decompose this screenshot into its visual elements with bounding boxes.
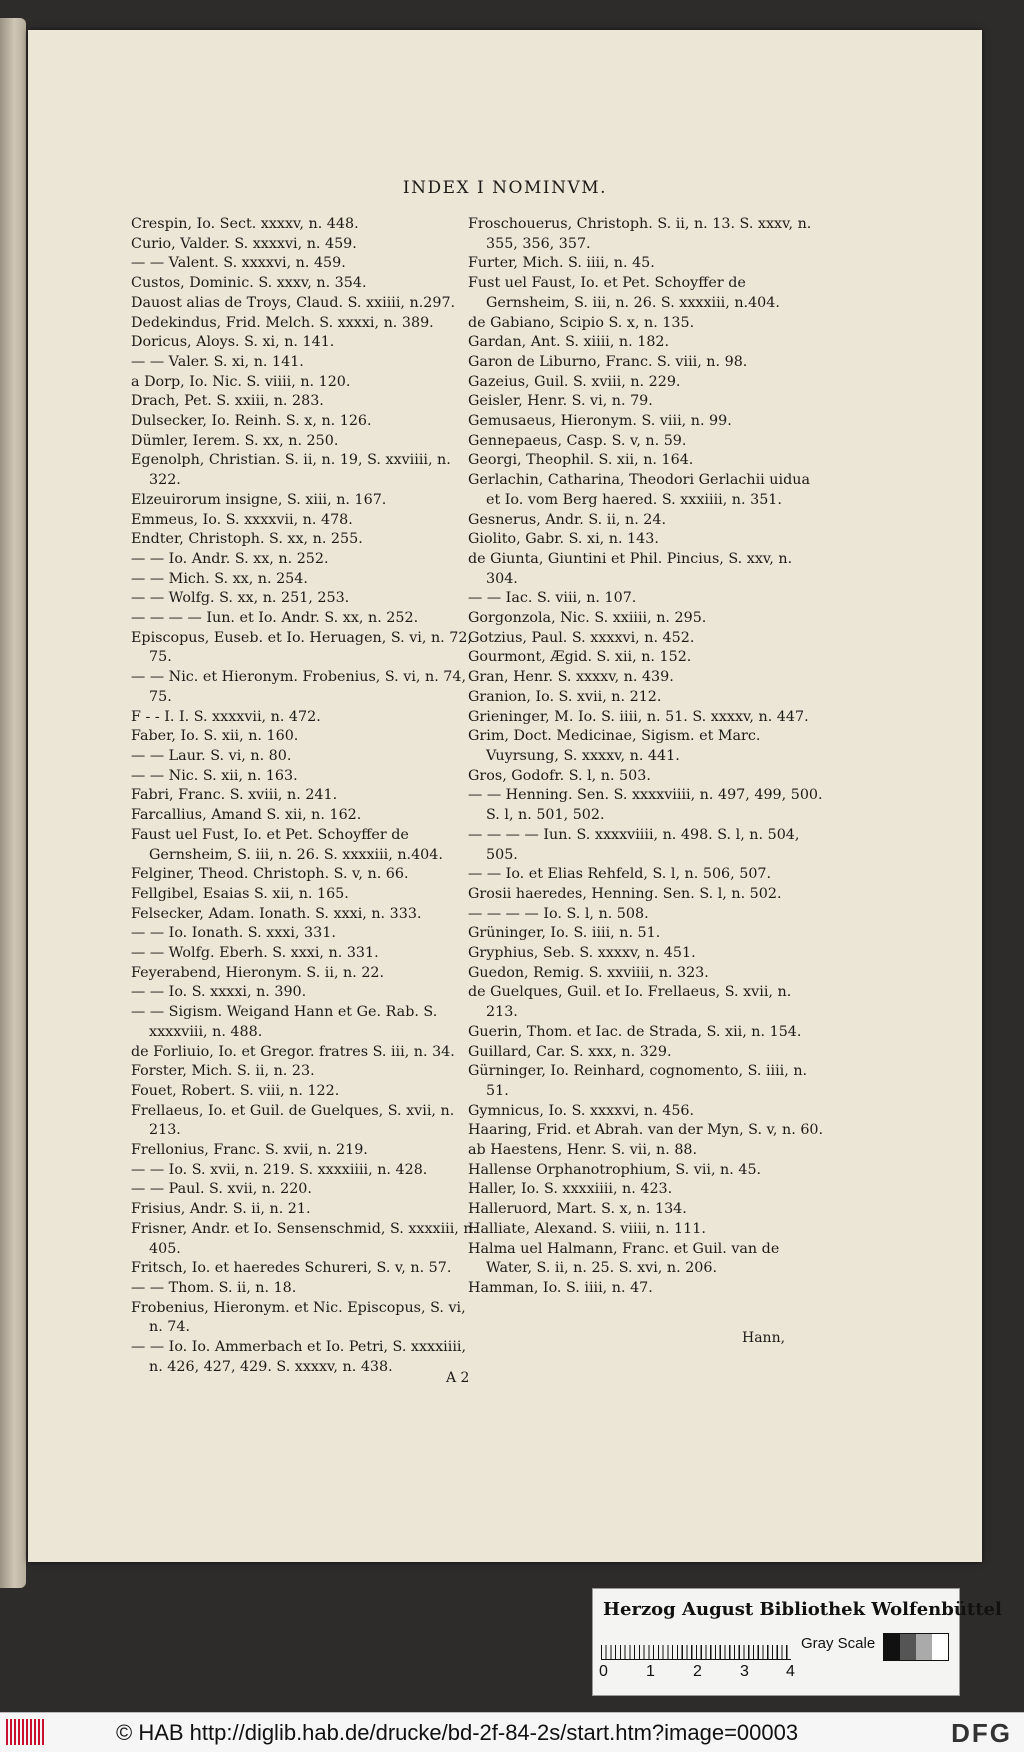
index-entry: Dulsecker, Io. Reinh. S. x, n. 126. — [131, 413, 372, 430]
index-entry: — — Io. S. xxxxi, n. 390. — [131, 984, 307, 1001]
index-entry: ab Haestens, Henr. S. vii, n. 88. — [468, 1142, 698, 1159]
index-entry: Frisner, Andr. et Io. Sensenschmid, S. xxxxiii, n. 405. — [131, 1220, 478, 1257]
index-entry: — — Paul. S. xvii, n. 220. — [131, 1181, 312, 1198]
index-entry: Faust uel Fust, Io. et Pet. Schoyffer de Gernsheim, S. iii, n. 26. S. xxxxiii, n.404. — [131, 826, 443, 863]
index-entry: — — Wolfg. S. xx, n. 251, 253. — [131, 590, 350, 607]
index-entry: F - - I. I. S. xxxxvii, n. 472. — [131, 708, 321, 725]
index-entry: Gardan, Ant. S. xiiii, n. 182. — [468, 334, 670, 351]
index-entry: Gesnerus, Andr. S. ii, n. 24. — [468, 511, 667, 528]
page-title: INDEX I NOMINVM. — [402, 178, 608, 198]
index-entry: Guillard, Car. S. xxx, n. 329. — [468, 1043, 672, 1060]
index-entry: de Giunta, Giuntini et Phil. Pincius, S. xxv, n. 304. — [468, 550, 793, 587]
index-entry: Felginer, Theod. Christoph. S. v, n. 66. — [131, 866, 409, 883]
index-entry: Gorgonzola, Nic. S. xxiiii, n. 295. — [468, 610, 707, 627]
index-entry: — — Io. Andr. S. xx, n. 252. — [131, 550, 329, 567]
library-name: Herzog August Bibliothek Wolfenbüttel — [603, 1599, 1002, 1620]
index-entry: Giolito, Gabr. S. xi, n. 143. — [468, 531, 659, 548]
index-entry: Haller, Io. S. xxxxiiii, n. 423. — [468, 1181, 673, 1198]
index-entry: de Guelques, Guil. et Io. Frellaeus, S. xvii, n. 213. — [468, 984, 792, 1021]
source-link[interactable]: © HAB http://diglib.hab.de/drucke/bd-2f-84-2s/start.htm?image=00003 — [116, 1720, 799, 1745]
index-entry: — — Valer. S. xi, n. 141. — [131, 353, 304, 370]
index-entry: Egenolph, Christian. S. ii, n. 19, S. xxviiii, n. 322. — [131, 452, 451, 489]
index-entry: Gemusaeus, Hieronym. S. viii, n. 99. — [468, 413, 732, 430]
index-entry: Guerin, Thom. et Iac. de Strada, S. xii, n. 154. — [468, 1023, 802, 1040]
facing-page-edge — [0, 18, 26, 1588]
index-entry: Farcallius, Amand S. xii, n. 162. — [131, 807, 362, 824]
index-entry: Halliate, Alexand. S. viiii, n. 111. — [468, 1220, 706, 1237]
index-entry: Grüninger, Io. S. iiii, n. 51. — [468, 925, 661, 942]
viewer-footer — [0, 1712, 1024, 1752]
index-entry: Halma uel Halmann, Franc. et Guil. van de Water, S. ii, n. 25. S. xvi, n. 206. — [468, 1240, 780, 1277]
index-entry: — — — — Io. S. l, n. 508. — [468, 905, 649, 922]
ruler-scale — [601, 1631, 791, 1660]
index-entry: de Gabiano, Scipio S. x, n. 135. — [468, 314, 695, 331]
index-entry: Furter, Mich. S. iiii, n. 45. — [468, 255, 655, 272]
index-entry: Garon de Liburno, Franc. S. viii, n. 98. — [468, 353, 748, 370]
index-entry: — — Laur. S. vi, n. 80. — [131, 747, 292, 764]
index-entry: Fabri, Franc. S. xviii, n. 241. — [131, 787, 338, 804]
barcode-icon — [6, 1719, 46, 1745]
index-entry: Gryphius, Seb. S. xxxxv, n. 451. — [468, 945, 696, 962]
index-entry: Gros, Godofr. S. l, n. 503. — [468, 767, 651, 784]
index-entry: Elzeuirorum insigne, S. xiii, n. 167. — [131, 491, 387, 508]
gray-swatch — [900, 1634, 916, 1660]
index-entry: Fust uel Faust, Io. et Pet. Schoyffer de Gernsheim, S. iii, n. 26. S. xxxxiii, n.404. — [468, 275, 780, 311]
book-page — [28, 30, 982, 1562]
index-entry: Crespin, Io. Sect. xxxxv, n. 448. — [131, 216, 359, 232]
gray-swatch — [884, 1634, 900, 1660]
index-entry: Gazeius, Guil. S. xviii, n. 229. — [468, 373, 681, 390]
index-entry: a Dorp, Io. Nic. S. viiii, n. 120. — [131, 373, 351, 390]
index-entry: Gerlachin, Catharina, Theodori Gerlachii uidua et Io. vom Berg haered. S. xxxiiii, n. 351. — [468, 472, 810, 508]
right-index-column — [468, 215, 824, 1299]
index-entry: — — Io. Ionath. S. xxxi, 331. — [131, 925, 336, 942]
index-entry: Curio, Valder. S. xxxxvi, n. 459. — [131, 235, 357, 252]
index-entry: — — Thom. S. ii, n. 18. — [131, 1279, 297, 1296]
index-entry: Hallense Orphanotrophium, S. vii, n. 45. — [468, 1161, 762, 1178]
index-entry: Faber, Io. S. xii, n. 160. — [131, 728, 299, 745]
index-entry: Gran, Henr. S. xxxxv, n. 439. — [468, 669, 674, 686]
ruler-number: 4 — [786, 1663, 795, 1680]
index-entry: Frellaeus, Io. et Guil. de Guelques, S. xvii, n. 213. — [131, 1102, 455, 1139]
index-entry: Halleruord, Mart. S. x, n. 134. — [468, 1201, 687, 1218]
gray-scale-swatches — [883, 1633, 949, 1661]
index-entry: — — Sigism. Weigand Hann et Ge. Rab. S. xxxxviii, n. 488. — [131, 1004, 438, 1040]
index-entry: — — Io. Io. Ammerbach et Io. Petri, S. xxxxiiii, n. 426, 427, 429. S. xxxxv, n. 438. — [131, 1339, 467, 1375]
index-entry: — — Nic. et Hieronym. Frobenius, S. vi, n. 74, 75. — [131, 669, 467, 705]
index-entry: Doricus, Aloys. S. xi, n. 141. — [131, 334, 335, 351]
gray-swatch — [932, 1634, 948, 1660]
index-entry: Froschouerus, Christoph. S. ii, n. 13. S. xxxv, n. 355, 356, 357. — [468, 216, 812, 252]
index-entry: Fellgibel, Esaias S. xii, n. 165. — [131, 885, 349, 902]
index-entry: Gymnicus, Io. S. xxxxvi, n. 456. — [468, 1102, 695, 1119]
index-entry: Frobenius, Hieronym. et Nic. Episcopus, S. vi, n. 74. — [131, 1299, 466, 1336]
index-entry: Custos, Dominic. S. xxxv, n. 354. — [131, 275, 367, 292]
index-entry: Gürninger, Io. Reinhard, cognomento, S. iiii, n. 51. — [468, 1063, 808, 1099]
index-entry: — — — — Iun. S. xxxxviiii, n. 498. S. l, n. 504, 505. — [468, 826, 800, 863]
ruler-number: 2 — [693, 1663, 702, 1680]
index-entry: Episcopus, Euseb. et Io. Heruagen, S. vi, n. 72, 75. — [131, 629, 472, 666]
index-entry: Dümler, Ierem. S. xx, n. 250. — [131, 432, 339, 449]
index-entry: Forster, Mich. S. ii, n. 23. — [131, 1063, 315, 1080]
ruler-number: 1 — [646, 1663, 655, 1680]
index-entry: Gennepaeus, Casp. S. v, n. 59. — [468, 432, 687, 449]
index-entry: — — Nic. S. xii, n. 163. — [131, 767, 298, 784]
index-entry: Dauost alias de Troys, Claud. S. xxiiii, n.297. — [131, 294, 456, 311]
index-entry: Fouet, Robert. S. viii, n. 122. — [131, 1082, 340, 1099]
catchword: Hann, — [742, 1330, 786, 1346]
gray-scale-label: Gray Scale — [801, 1635, 876, 1652]
index-entry: Geisler, Henr. S. vi, n. 79. — [468, 393, 653, 410]
index-entry: — — Mich. S. xx, n. 254. — [131, 570, 308, 587]
index-entry: — — — — Iun. et Io. Andr. S. xx, n. 252. — [131, 610, 419, 627]
index-entry: Dedekindus, Frid. Melch. S. xxxxi, n. 389. — [131, 314, 434, 331]
index-entry: Frisius, Andr. S. ii, n. 21. — [131, 1201, 311, 1218]
index-entry: de Forliuio, Io. et Gregor. fratres S. iii, n. 34. — [131, 1043, 455, 1060]
index-entry: Frellonius, Franc. S. xvii, n. 219. — [131, 1142, 368, 1159]
ruler-number: 0 — [599, 1663, 608, 1680]
left-index-column — [131, 215, 483, 1377]
index-entry: Drach, Pet. S. xxiii, n. 283. — [131, 393, 324, 410]
index-entry: — — Iac. S. viii, n. 107. — [468, 590, 637, 607]
color-scale-card — [592, 1588, 1002, 1696]
dfg-logo: DFG — [951, 1718, 1012, 1748]
index-entry: — — Io. et Elias Rehfeld, S. l, n. 506, 507. — [468, 866, 772, 883]
ruler-number: 3 — [740, 1663, 749, 1680]
index-entry: Gotzius, Paul. S. xxxxvi, n. 452. — [468, 629, 695, 646]
index-entry: — — Wolfg. Eberh. S. xxxi, n. 331. — [131, 945, 379, 962]
gray-swatch — [916, 1634, 932, 1660]
index-entry: Granion, Io. S. xvii, n. 212. — [468, 688, 662, 705]
index-entry: Gourmont, Ægid. S. xii, n. 152. — [468, 649, 692, 666]
index-entry: Feyerabend, Hieronym. S. ii, n. 22. — [131, 964, 385, 981]
index-entry: — — Henning. Sen. S. xxxxviiii, n. 497, 499, 500. S. l, n. 501, 502. — [468, 787, 823, 824]
index-entry: — — Io. S. xvii, n. 219. S. xxxxiiii, n. 428. — [131, 1161, 428, 1178]
index-entry: Grieninger, M. Io. S. iiii, n. 51. S. xxxxv, n. 447. — [468, 708, 809, 725]
index-entry: Endter, Christoph. S. xx, n. 255. — [131, 531, 363, 548]
index-entry: Grosii haeredes, Henning. Sen. S. l, n. 502. — [468, 885, 782, 902]
index-entry: Felsecker, Adam. Ionath. S. xxxi, n. 333. — [131, 905, 422, 922]
index-entry: Georgi, Theophil. S. xii, n. 164. — [468, 452, 694, 469]
index-entry: Grim, Doct. Medicinae, Sigism. et Marc. Vuyrsung, S. xxxxv, n. 441. — [468, 728, 761, 764]
index-entry: Hamman, Io. S. iiii, n. 47. — [468, 1279, 653, 1296]
index-entry: Fritsch, Io. et haeredes Schureri, S. v, n. 57. — [131, 1260, 452, 1277]
index-entry: Emmeus, Io. S. xxxxvii, n. 478. — [131, 511, 353, 528]
index-entry: — — Valent. S. xxxxvi, n. 459. — [131, 255, 346, 272]
signature-mark: A 2 — [446, 1370, 470, 1386]
index-entry: Guedon, Remig. S. xxviiii, n. 323. — [468, 964, 709, 981]
index-entry: Haaring, Frid. et Abrah. van der Myn, S. v, n. 60. — [468, 1122, 824, 1139]
